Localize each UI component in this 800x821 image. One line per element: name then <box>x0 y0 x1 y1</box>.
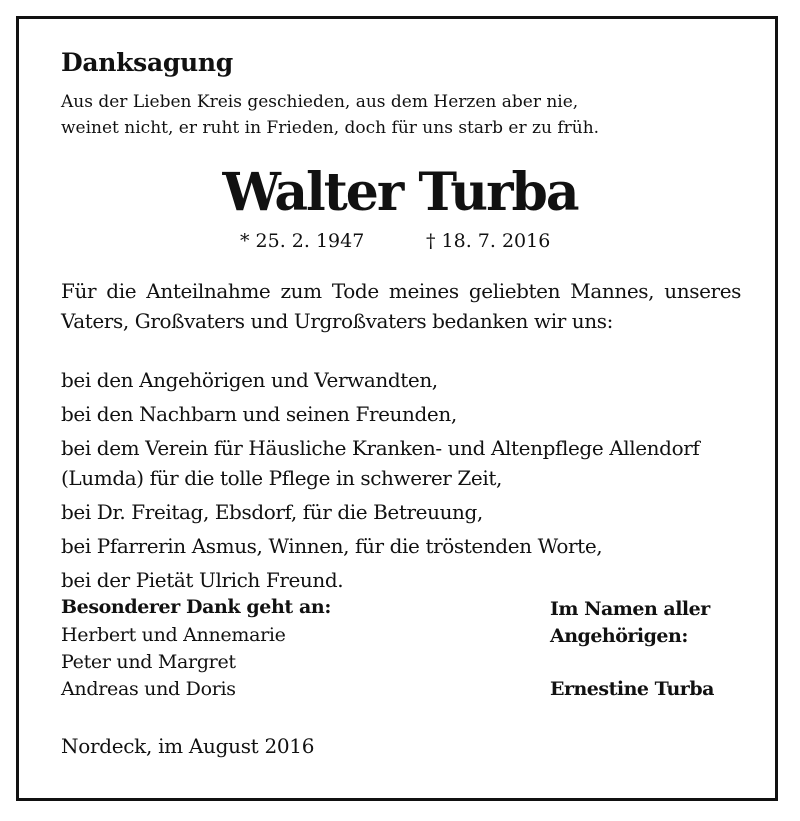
place-date: Nordeck, im August 2016 <box>61 734 315 758</box>
list-item: bei dem Verein für Häusliche Kranken- und Altenpflege Allendorf (Lumda) für die tolle Pflege in schwerer Zeit, <box>61 436 700 490</box>
birth-date: * 25. 2. 1947 <box>240 230 365 252</box>
signoff-line-2: Angehörigen: <box>550 625 688 647</box>
thanks-intro: Für die Anteilnahme zum Tode meines geliebten Mannes, unseres Vaters, Großvaters und Urgroßvaters bedanken wir uns: <box>61 279 741 333</box>
verse-line-2: weinet nicht, er ruht in Frieden, doch für uns starb er zu früh. <box>61 118 600 138</box>
verse-line-1: Aus der Lieben Kreis geschieden, aus dem Herzen aber nie, <box>61 92 579 112</box>
special-thanks-heading: Besonderer Dank geht an: <box>61 596 331 618</box>
list-item: Peter und Margret <box>61 651 236 673</box>
list-item: bei den Nachbarn und seinen Freunden, <box>61 402 457 426</box>
special-thanks-names <box>61 622 286 703</box>
deceased-name: Walter Turba <box>222 162 578 223</box>
signoff <box>550 596 710 650</box>
death-date: † 18. 7. 2016 <box>426 230 551 252</box>
list-item: bei den Angehörigen und Verwandten, <box>61 368 438 392</box>
signoff-line-1: Im Namen aller <box>550 598 710 620</box>
thanks-list <box>61 365 751 595</box>
list-item: Andreas und Doris <box>61 678 236 700</box>
notice-heading: Danksagung <box>61 48 233 77</box>
signer-name: Ernestine Turba <box>550 678 714 700</box>
memorial-verse <box>61 89 599 141</box>
list-item: bei Dr. Freitag, Ebsdorf, für die Betreuung, <box>61 500 483 524</box>
list-item: bei Pfarrerin Asmus, Winnen, für die tröstenden Worte, <box>61 534 603 558</box>
list-item: Herbert und Annemarie <box>61 624 286 646</box>
list-item: bei der Pietät Ulrich Freund. <box>61 568 344 592</box>
